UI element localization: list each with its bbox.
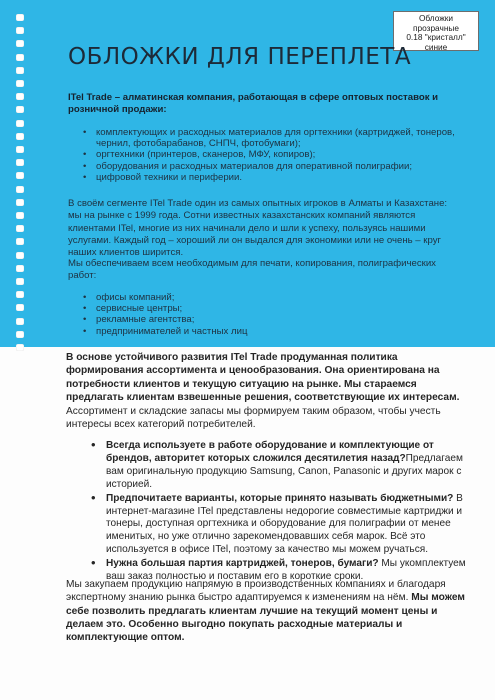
benefit-question: Всегда используете в работе оборудование и комплектующие от брендов, авторитет которых сложился десятилетия назад?	[106, 440, 434, 464]
binding-hole	[16, 265, 24, 272]
body-paragraph-pricing	[66, 578, 468, 644]
list-item: • офисы компаний;	[96, 292, 466, 303]
binding-hole	[16, 172, 24, 179]
client-list	[96, 292, 466, 337]
benefit-answer: Мы укомплектуем ваш заказ полностью и поставим его в короткие сроки.	[106, 558, 466, 583]
binding-cover-sample	[0, 0, 495, 347]
benefit-question: Нужна большая партия картриджей, тонеров, бумаги?	[106, 558, 379, 570]
binding-hole	[16, 252, 24, 259]
binding-hole	[16, 106, 24, 113]
benefit-question: Предпочитаете варианты, которые принято называть бюджетными?	[106, 492, 454, 504]
list-item: • комплектующих и расходных материалов для оргтехники (картриджей, тонеров, чернил, фотобарабанов, СНПЧ, фотобумаги);	[96, 127, 466, 149]
list-item: • предпринимателей и частных лиц	[96, 326, 466, 337]
pricing-highlight: Мы можем себе позволить предлагать клиентам лучшие на текущий момент цены и делаем это. Особенно выгодно покупать расходные материалы и комплектующие оптом.	[66, 592, 465, 644]
cover-intro: ITel Trade – алматинская компания, работающая в сфере оптовых поставок и розничной продажи:	[68, 92, 439, 116]
list-item: • рекламные агентства;	[96, 314, 466, 325]
binding-hole	[16, 304, 24, 311]
binding-hole	[16, 212, 24, 219]
benefit-list	[106, 440, 470, 585]
list-item: • сервисные центры;	[96, 303, 466, 314]
binding-hole	[16, 186, 24, 193]
benefit-answer: В интернет-магазине ITel представлены недорогие совместимые картриджи и тонеры, доступная оргтехника и оборудование для полиграфии от менее именитых, но уже отлично зарекомендовавших себя марок. Всё это используется в офисе ITel, поэтому за качество мы можем ручаться.	[106, 492, 463, 556]
binding-hole	[16, 238, 24, 245]
product-label-line: синие	[424, 41, 448, 52]
binding-holes	[0, 0, 30, 700]
binding-hole	[16, 120, 24, 127]
cover-segment-paragraph: В своём сегменте ITel Trade один из самых опытных игроков в Алматы и Казахстане: мы на рынке с 1999 года. Сотни известных казахстанских компаний являются клиентами ITel, многие из них начинали дело и шли к успеху, пользуясь нашими услугами. Каждый год – хороший ли он выдался для экономики или не очень – круг наших клиентов ширится.	[68, 198, 448, 259]
product-label-line: 0.18 "кристалл"	[406, 32, 466, 42]
body-paragraph-assortment: Ассортимент и складские запасы мы формируем таким образом, чтобы учесть интересы всех категорий потребителей.	[66, 406, 441, 431]
list-item	[106, 493, 470, 558]
product-list	[96, 127, 466, 183]
product-label-line: прозрачные	[413, 22, 459, 33]
binding-hole	[16, 93, 24, 100]
cover-title: ОБЛОЖКИ ДЛЯ ПЕРЕПЛЕТА	[68, 44, 412, 70]
binding-hole	[16, 291, 24, 298]
list-item	[106, 440, 470, 492]
body-paragraph-policy: В основе устойчивого развития ITel Trade продуманная политика формирования ассортимента и ценообразования. Она ориентирована на потребности клиентов и текущую ситуацию на рынке. Мы стараемся предлагать клиентам взвешенные решения, соответствующие их интересам.	[66, 352, 460, 403]
binding-hole	[16, 40, 24, 47]
binding-hole	[16, 159, 24, 166]
binding-hole	[16, 199, 24, 206]
benefit-answer: Предлагаем вам оригинальную продукцию Samsung, Canon, Panasonic и других марок с историей.	[106, 452, 463, 490]
list-item: • оргтехники (принтеров, сканеров, МФУ, копиров);	[96, 149, 466, 160]
binding-hole	[16, 331, 24, 338]
binding-hole	[16, 318, 24, 325]
binding-hole	[16, 67, 24, 74]
binding-hole	[16, 278, 24, 285]
binding-hole	[16, 80, 24, 87]
binding-hole	[16, 225, 24, 232]
binding-hole	[16, 27, 24, 34]
product-label-line: Обложки	[418, 13, 454, 23]
list-item: • цифровой техники и периферии.	[96, 172, 466, 183]
binding-hole	[16, 133, 24, 140]
binding-hole	[16, 344, 24, 351]
binding-hole	[16, 14, 24, 21]
binding-hole	[16, 146, 24, 153]
pricing-text: Мы закупаем продукцию напрямую в производственных компаниях и благодаря экспертному знанию рынка быстро адаптируемся к изменениям на нём.	[66, 579, 446, 604]
list-item: • оборудования и расходных материалов для оперативной полиграфии;	[96, 161, 466, 172]
cover-provide-paragraph: Мы обеспечиваем всем необходимым для печати, копирования, полиграфических работ:	[68, 258, 436, 282]
binding-hole	[16, 54, 24, 61]
